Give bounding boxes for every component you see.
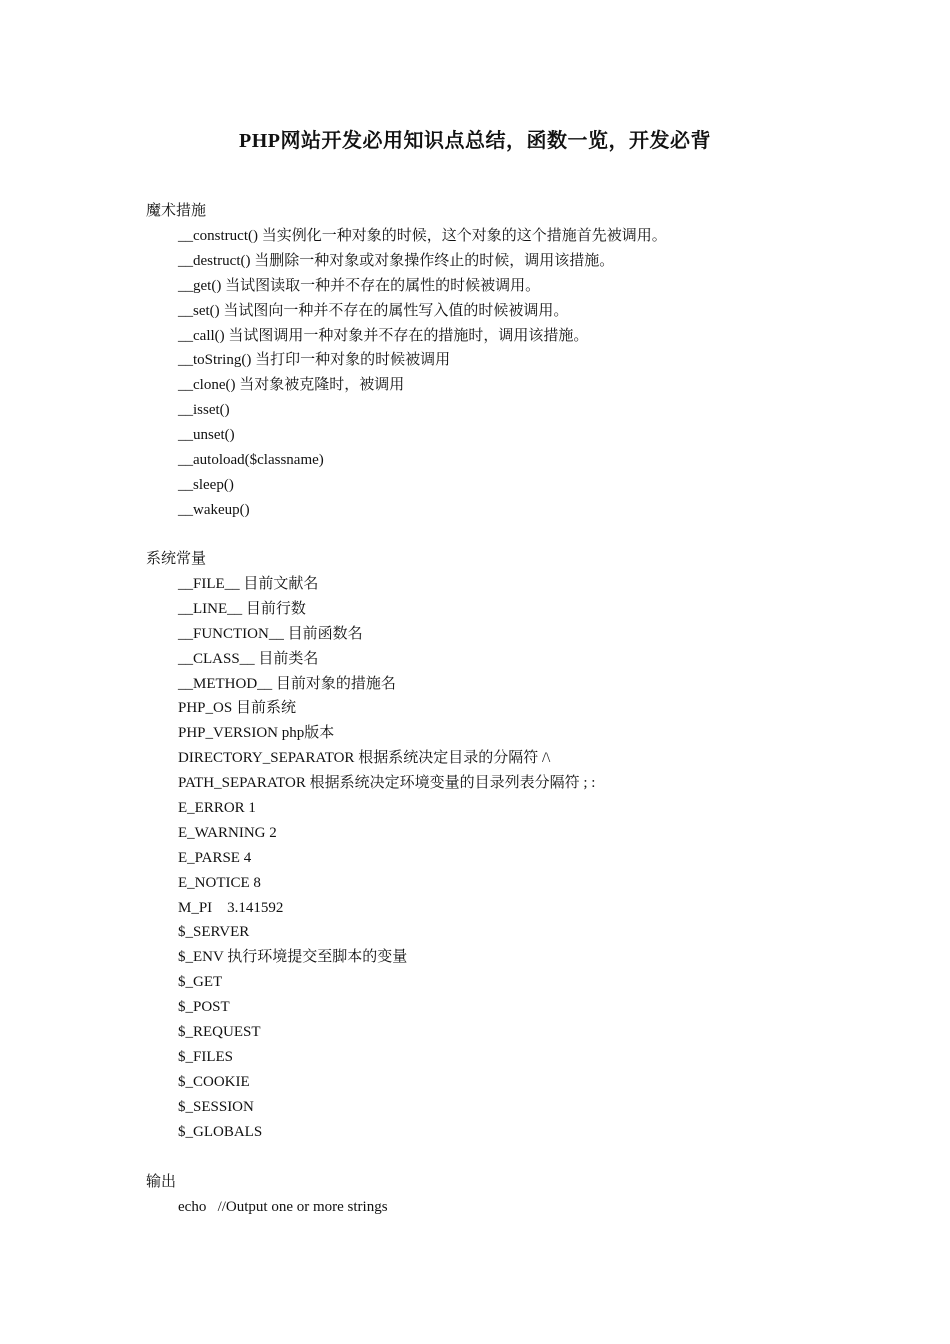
list-item: __wakeup() xyxy=(178,501,250,518)
section-magic-methods xyxy=(146,199,890,523)
list-item: E_NOTICE 8 xyxy=(178,874,261,891)
list-item: __unset() xyxy=(178,427,235,444)
list-item: E_PARSE 4 xyxy=(178,849,252,866)
list-item: $_ENV 执行环境提交至脚本的变量 xyxy=(178,949,408,966)
list-item: $_FILES xyxy=(178,1048,234,1065)
list-item: __isset() xyxy=(178,402,230,419)
list-item: PATH_SEPARATOR 根据系统决定环境变量的目录列表分隔符 ; : xyxy=(178,775,596,792)
list-item: $_SESSION xyxy=(178,1098,254,1115)
list-item: $_SERVER xyxy=(178,924,250,941)
list-item: $_GLOBALS xyxy=(178,1123,263,1140)
list-item: E_ERROR 1 xyxy=(178,800,256,817)
section-output xyxy=(146,1170,890,1220)
list-item: E_WARNING 2 xyxy=(178,824,277,841)
list-item: __sleep() xyxy=(178,476,234,493)
list-item: __get() 当试图读取一种并不存在的属性的时候被调用。 xyxy=(178,277,541,294)
list-item: $_REQUEST xyxy=(178,1024,261,1041)
list-item: $_GET xyxy=(178,974,223,991)
section-heading: 输出 xyxy=(146,1174,177,1190)
section-heading: 魔术措施 xyxy=(146,203,207,219)
list-item: __METHOD__ 目前对象的措施名 xyxy=(178,675,396,692)
list-item: __clone() 当对象被克隆时，被调用 xyxy=(178,377,405,394)
list-item: __toString() 当打印一种对象的时候被调用 xyxy=(178,352,451,369)
list-item: __autoload($classname) xyxy=(178,452,324,469)
section-heading: 系统常量 xyxy=(146,551,207,567)
list-item: __FILE__ 目前文献名 xyxy=(178,576,319,592)
list-item: __set() 当试图向一种并不存在的属性写入值的时候被调用。 xyxy=(178,302,569,319)
list-item: __LINE__ 目前行数 xyxy=(178,600,306,617)
list-item: PHP_VERSION php版本 xyxy=(178,725,335,742)
list-item: __destruct() 当删除一种对象或对象操作终止的时候，调用该措施。 xyxy=(178,252,615,269)
list-item: __CLASS__ 目前类名 xyxy=(178,650,319,667)
list-item: $_COOKIE xyxy=(178,1073,250,1090)
list-item: __call() 当试图调用一种对象并不存在的措施时，调用该措施。 xyxy=(178,327,589,344)
list-item: __FUNCTION__ 目前函数名 xyxy=(178,625,363,642)
list-item: PHP_OS 目前系统 xyxy=(178,700,296,717)
document-title: PHP网站开发必用知识点总结，函数一览，开发必背 xyxy=(239,130,711,152)
list-item: __construct() 当实例化一种对象的时候，这个对象的这个措施首先被调用。 xyxy=(178,228,667,244)
list-item: M_PI 3.141592 xyxy=(178,899,284,916)
list-item: echo //Output one or more strings xyxy=(178,1199,388,1215)
list-item: $_POST xyxy=(178,999,230,1016)
section-system-constants xyxy=(146,547,890,1144)
list-item: DIRECTORY_SEPARATOR 根据系统决定目录的分隔符 /\ xyxy=(178,750,551,767)
